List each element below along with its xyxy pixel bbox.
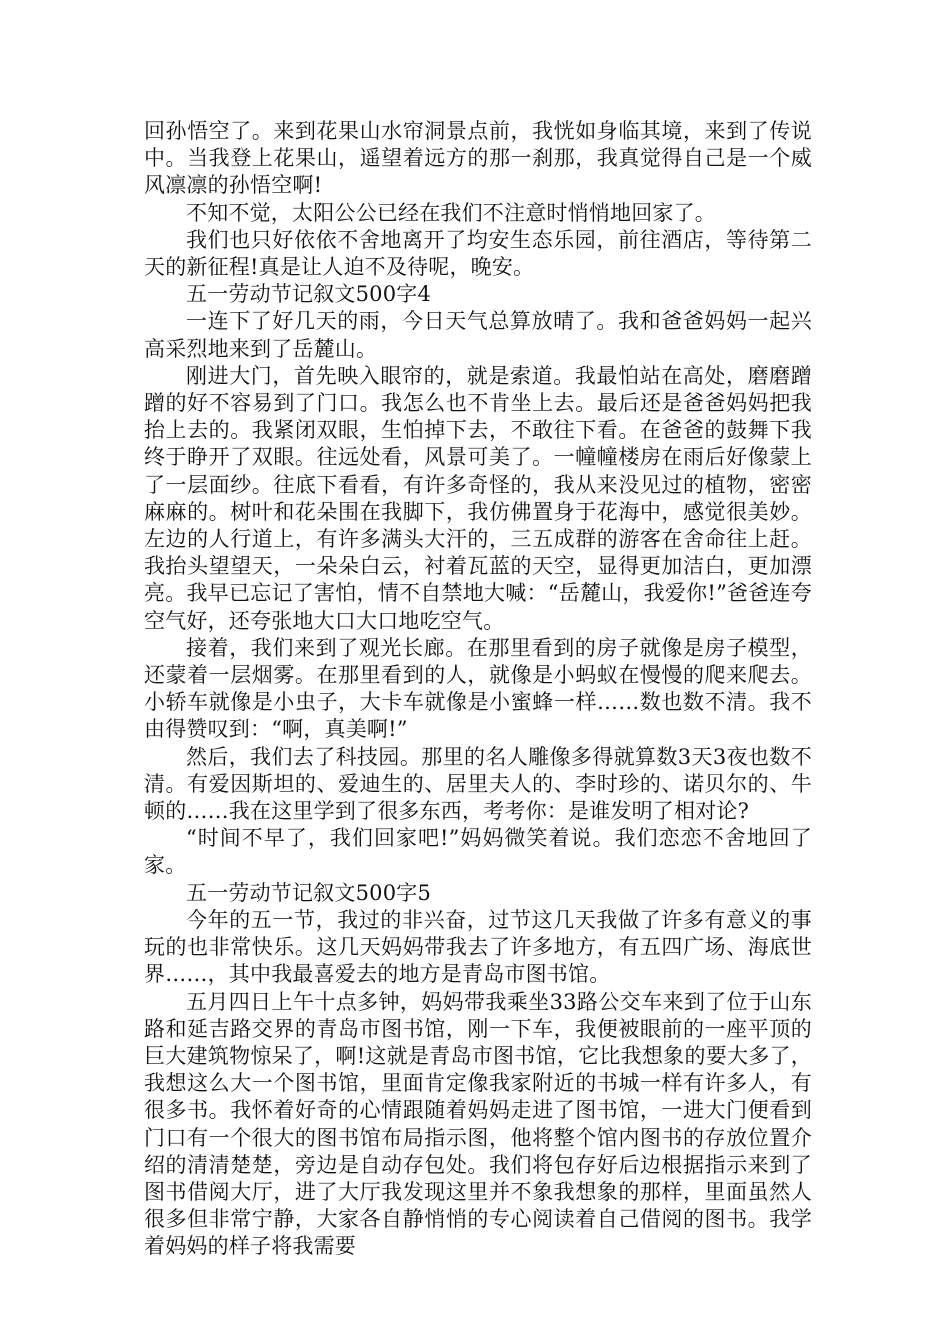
paragraph: 五月四日上午十点多钟，妈妈带我乘坐33路公交车来到了位于山东路和延吉路交界的青岛市图书馆，刚一下车，我便被眼前的一座平顶的巨大建筑物惊呆了，啊!这就是青岛市图书馆，它比我想象的要大多了，我想这么大一个图书馆，里面肯定像我家附近的书城一样有许多人，有很多书。我怀着好奇的心情跟随着妈妈走进了图书馆，一进大门便看到门口有一个很大的图书馆布局指示图，他将整个馆内图书的存放位置介绍的清清楚楚，旁边是自动存包处。我们将包存好后边根据指示来到了图书借阅大厅，进了大厅我发现这里并不象我想象的那样，里面虽然人很多但非常宁静，大家各自静悄悄的专心阅读着自己借阅的图书。我学着妈妈的样子将我需要 xyxy=(144,989,812,1259)
paragraph: “时间不早了，我们回家吧!”妈妈微笑着说。我们恋恋不舍地回了家。 xyxy=(144,826,812,878)
paragraph-continuation: 回孙悟空了。来到花果山水帘洞景点前，我恍如身临其境，来到了传说中。当我登上花果山，遥望着远方的那一刹那，我真觉得自己是一个威风凛凛的孙悟空啊! xyxy=(144,119,812,198)
paragraph: 刚进大门，首先映入眼帘的，就是索道。我最怕站在高处，磨磨蹭蹭的好不容易到了门口。我怎么也不肯坐上去。最后还是爸爸妈妈把我抬上去的。我紧闭双眼，生怕掉下去，不敢往下看。在爸爸的鼓舞下我终于睁开了双眼。往远处看，风景可美了。一幢幢楼房在雨后好像蒙上了一层面纱。往底下看看，有许多奇怪的，我从来没见过的植物，密密麻麻的。树叶和花朵围在我脚下，我仿佛置身于花海中，感觉很美妙。左边的人行道上，有许多满头大汗的，三五成群的游客在舍命往上赶。我抬头望望天，一朵朵白云，衬着瓦蓝的天空，显得更加洁白，更加漂亮。我早已忘记了害怕，情不自禁地大喊：“岳麓山，我爱你!”爸爸连夸空气好，还夸张地大口大口地吃空气。 xyxy=(144,363,812,633)
document-page xyxy=(144,118,812,1261)
paragraph: 接着，我们来到了观光长廊。在那里看到的房子就像是房子模型，还蒙着一层烟雾。在那里看到的人，就像是小蚂蚁在慢慢的爬来爬去。小轿车就像是小虫子，大卡车就像是小蜜蜂一样……数也数不清。我不由得赞叹到：“啊，真美啊!” xyxy=(144,635,812,742)
paragraph: 然后，我们去了科技园。那里的名人雕像多得就算数3天3夜也数不清。有爱因斯坦的、爱迪生的、居里夫人的、李时珍的、诺贝尔的、牛顿的……我在这里学到了很多东西，考考你：是谁发明了相对论? xyxy=(144,744,812,824)
section-heading: 五一劳动节记叙文500字5 xyxy=(186,880,432,905)
paragraph: 不知不觉，太阳公公已经在我们不注意时悄悄地回家了。 xyxy=(186,200,716,225)
paragraph: 一连下了好几天的雨，今日天气总算放晴了。我和爸爸妈妈一起兴高采烈地来到了岳麓山。 xyxy=(144,309,812,361)
paragraph: 今年的五一节，我过的非兴奋，过节这几天我做了许多有意义的事玩的也非常快乐。这几天妈妈带我去了许多地方，有五四广场、海底世界……，其中我最喜爱去的地方是青岛市图书馆。 xyxy=(144,907,812,987)
paragraph: 我们也只好依依不舍地离开了均安生态乐园，前往酒店，等待第二天的新征程!真是让人迫不及待呢，晚安。 xyxy=(144,227,812,280)
section-heading: 五一劳动节记叙文500字4 xyxy=(186,282,432,307)
